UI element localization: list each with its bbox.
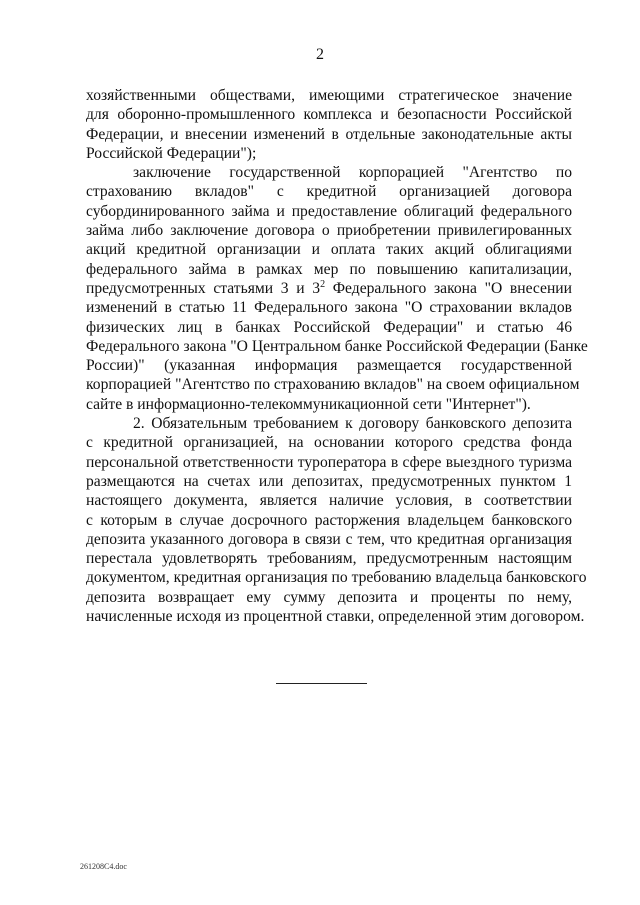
line-text: депозита возвращает ему сумму депозита и проценты по нему, [86,588,572,606]
page-number: 2 [316,46,324,63]
line-text: страхованию вкладов" с кредитной организацией договора [86,183,572,201]
document-body [86,86,588,626]
line-text: начисленные исходя из процентной ставки, определенной этим договором. [86,608,585,626]
text-line [86,182,572,201]
text-line [86,240,572,259]
text-line [86,472,572,491]
line-text: хозяйственными обществами, имеющими стратегическое значение [86,87,572,104]
line-text: с которым в случае досрочного расторжения владельцем банковского [86,511,572,529]
text-line [86,568,587,587]
text-line [86,260,572,279]
line-text: субординированного займа и предоставление облигаций федерального [86,202,572,220]
text-line [86,279,572,298]
text-line [86,491,572,510]
line-text: заключение государственной корпорацией "Агентство по [133,164,572,182]
footer-filename: 261208C4.doc [80,862,127,871]
line-text: физических лиц в банках Российской Федерации" и статью 46 [86,318,572,336]
text-line [86,453,572,472]
text-line [86,356,572,375]
text-line [86,298,572,317]
text-line [86,549,572,568]
line-text: 2. Обязательным требованием к договору банковского депозита [133,415,572,433]
line-text: сайте в информационно-телекоммуникационной сети "Интернет"). [86,395,531,413]
line-text: для оборонно-промышленного комплекса и безопасности Российской [86,106,572,124]
text-line [86,202,572,221]
text-line [86,125,572,144]
line-text: перестала удовлетворять требованиям, предусмотренным настоящим [86,550,572,568]
line-text: депозита указанного договора в связи с тем, что кредитная организация [86,530,572,548]
line-text: займа либо заключение договора о приобретении привилегированных [86,222,572,240]
line-text: персональной ответственности туроператора в сфере выездного туризма [86,453,572,471]
text-line [86,318,572,337]
line-text: федерального займа в рамках мер по повышению капитализации, [86,260,572,278]
text-line [86,588,572,607]
line-text: Российской Федерации"); [86,144,257,162]
text-line [86,511,572,530]
text-line [86,105,572,124]
line-text-continued: Федерального закона "О внесении [325,279,572,297]
text-line [86,395,572,414]
text-line [86,86,572,105]
text-line [86,375,580,394]
line-text: предусмотренных статьями 3 и 3 [86,279,321,297]
superscript: 2 [320,278,326,290]
line-text: с кредитной организацией, на основании которого средства фонда [86,434,572,452]
line-text: настоящего документа, является наличие условия, в соответствии [86,492,572,510]
text-line [86,433,572,452]
line-text: изменений в статью 11 Федерального закона "О страховании вкладов [86,299,572,317]
line-text: России)" (указанная информация размещается государственной [86,357,572,375]
line-text: размещаются на счетах или депозитах, предусмотренных пунктом 1 [86,472,572,490]
line-text: Федерации, и внесении изменений в отдельные законодательные акты [86,125,572,143]
text-line [86,163,572,182]
end-separator-line [276,683,367,684]
text-line [86,530,572,549]
text-line [86,221,572,240]
line-text: акций кредитной организации и оплата таких акций облигациями [86,241,572,259]
text-line [86,607,585,626]
line-text: корпорацией "Агентство по страхованию вкладов" на своем официальном [86,376,580,394]
text-line [86,414,572,433]
line-text: Федерального закона "О Центральном банке Российской Федерации (Банке [86,337,588,355]
text-line [86,144,572,163]
text-line [86,337,588,356]
line-text: документом, кредитная организация по требованию владельца банковского [86,569,587,587]
